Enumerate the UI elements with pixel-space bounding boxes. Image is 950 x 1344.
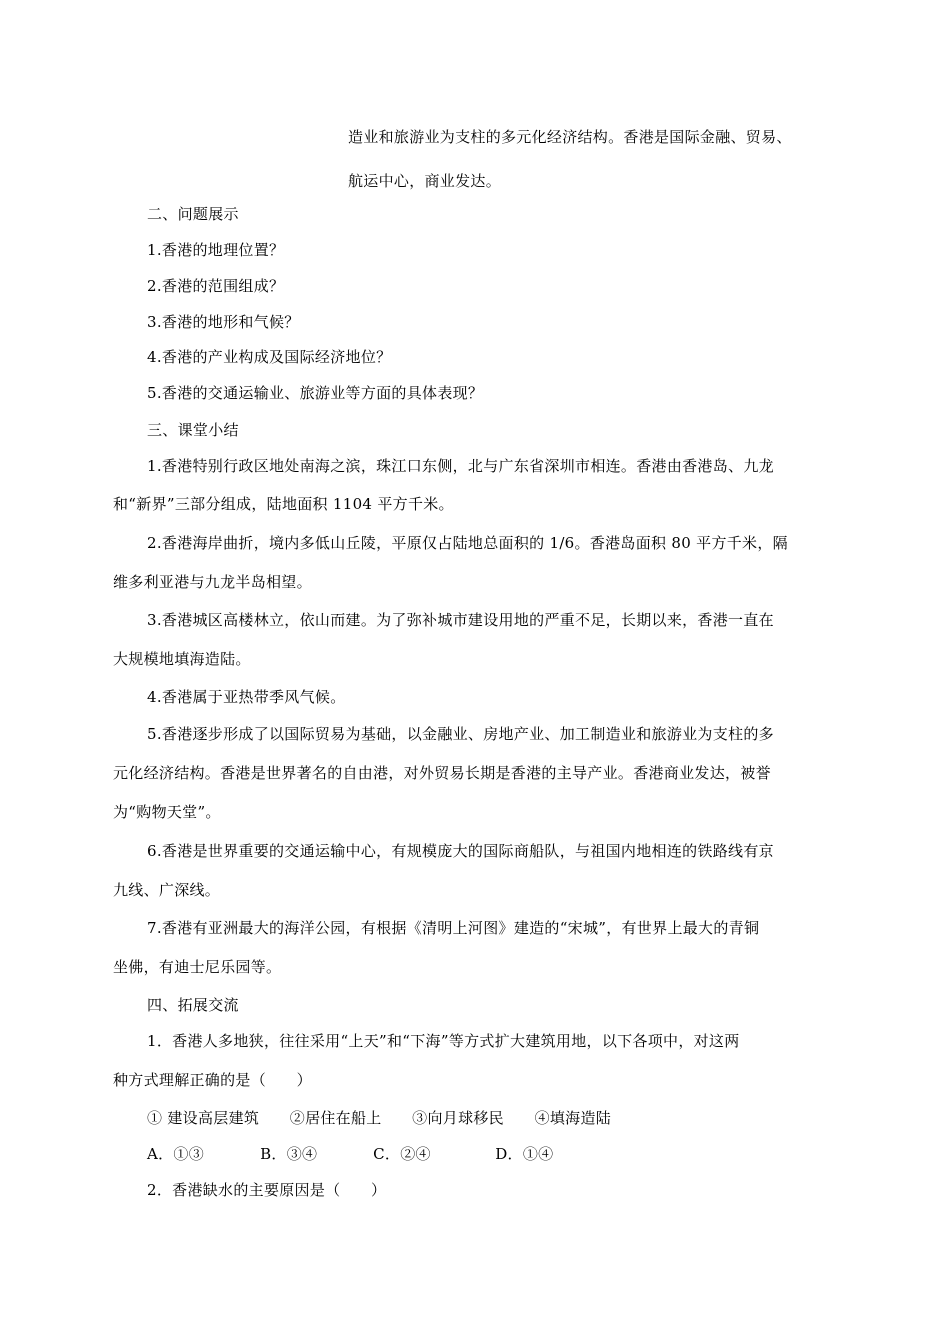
question-item: 5.香港的交通运输业、旅游业等方面的具体表现？	[147, 384, 484, 402]
exercise-1-line-1: 1．香港人多地狭，往往采用“上天”和“下海”等方式扩大建筑用地，以下各项中，对这两	[147, 1032, 740, 1050]
summary-item-6-line-1: 6.香港是世界重要的交通运输中心，有规模庞大的国际商船队，与祖国内地相连的铁路线有京	[147, 842, 774, 860]
summary-item-5-line-1: 5.香港逐步形成了以国际贸易为基础，以金融业、房地产业、加工制造业和旅游业为支柱的多	[147, 725, 774, 743]
intro-line-1: 造业和旅游业为支柱的多元化经济结构。香港是国际金融、贸易、	[348, 128, 792, 146]
summary-item-2-line-1: 2.香港海岸曲折，境内多低山丘陵，平原仅占陆地总面积的 1/6。香港岛面积 80 平方千米，隔	[147, 534, 788, 552]
option-d[interactable]: D．①④	[495, 1145, 554, 1163]
summary-item-5-line-2: 元化经济结构。香港是世界著名的自由港，对外贸易长期是香港的主导产业。香港商业发达，被誉	[113, 764, 771, 782]
intro-line-2: 航运中心，商业发达。	[348, 172, 502, 190]
question-item: 2.香港的范围组成？	[147, 277, 285, 295]
exercise-1-statements: ① 建设高层建筑 ②居住在船上 ③向月球移民 ④填海造陆	[147, 1109, 612, 1127]
exercise-1-line-2: 种方式理解正确的是（ ）	[113, 1071, 312, 1089]
question-item: 1.香港的地理位置？	[147, 241, 285, 259]
option-a[interactable]: A．①③	[147, 1145, 205, 1163]
option-b[interactable]: B．③④	[260, 1145, 318, 1163]
question-item: 3.香港的地形和气候？	[147, 313, 300, 331]
summary-item-6-line-2: 九线、广深线。	[113, 881, 221, 899]
summary-item-7-line-1: 7.香港有亚洲最大的海洋公园，有根据《清明上河图》建造的“宋城”，有世界上最大的青铜	[147, 919, 760, 937]
summary-item-1-line-1: 1.香港特别行政区地处南海之滨，珠江口东侧，北与广东省深圳市相连。香港由香港岛、九龙	[147, 457, 774, 475]
section-heading-summary: 三、课堂小结	[147, 421, 239, 439]
summary-item-3-line-2: 大规模地填海造陆。	[113, 650, 251, 668]
summary-item-7-line-2: 坐佛，有迪士尼乐园等。	[113, 958, 282, 976]
summary-item-2-line-2: 维多利亚港与九龙半岛相望。	[113, 573, 312, 591]
exercise-1-options	[147, 1144, 553, 1164]
summary-item-1-line-2: 和“新界”三部分组成，陆地面积 1104 平方千米。	[113, 495, 454, 513]
exercise-2-line-1: 2．香港缺水的主要原因是（ ）	[147, 1181, 387, 1199]
summary-item-3-line-1: 3.香港城区高楼林立，依山而建。为了弥补城市建设用地的严重不足，长期以来，香港一直在	[147, 611, 774, 629]
summary-item-4: 4.香港属于亚热带季风气候。	[147, 688, 346, 706]
section-heading-extension: 四、拓展交流	[147, 996, 239, 1014]
summary-item-5-line-3: 为“购物天堂”。	[113, 803, 221, 821]
question-item: 4.香港的产业构成及国际经济地位？	[147, 348, 392, 366]
section-heading-problems: 二、问题展示	[147, 205, 239, 223]
option-c[interactable]: C．②④	[373, 1145, 431, 1163]
